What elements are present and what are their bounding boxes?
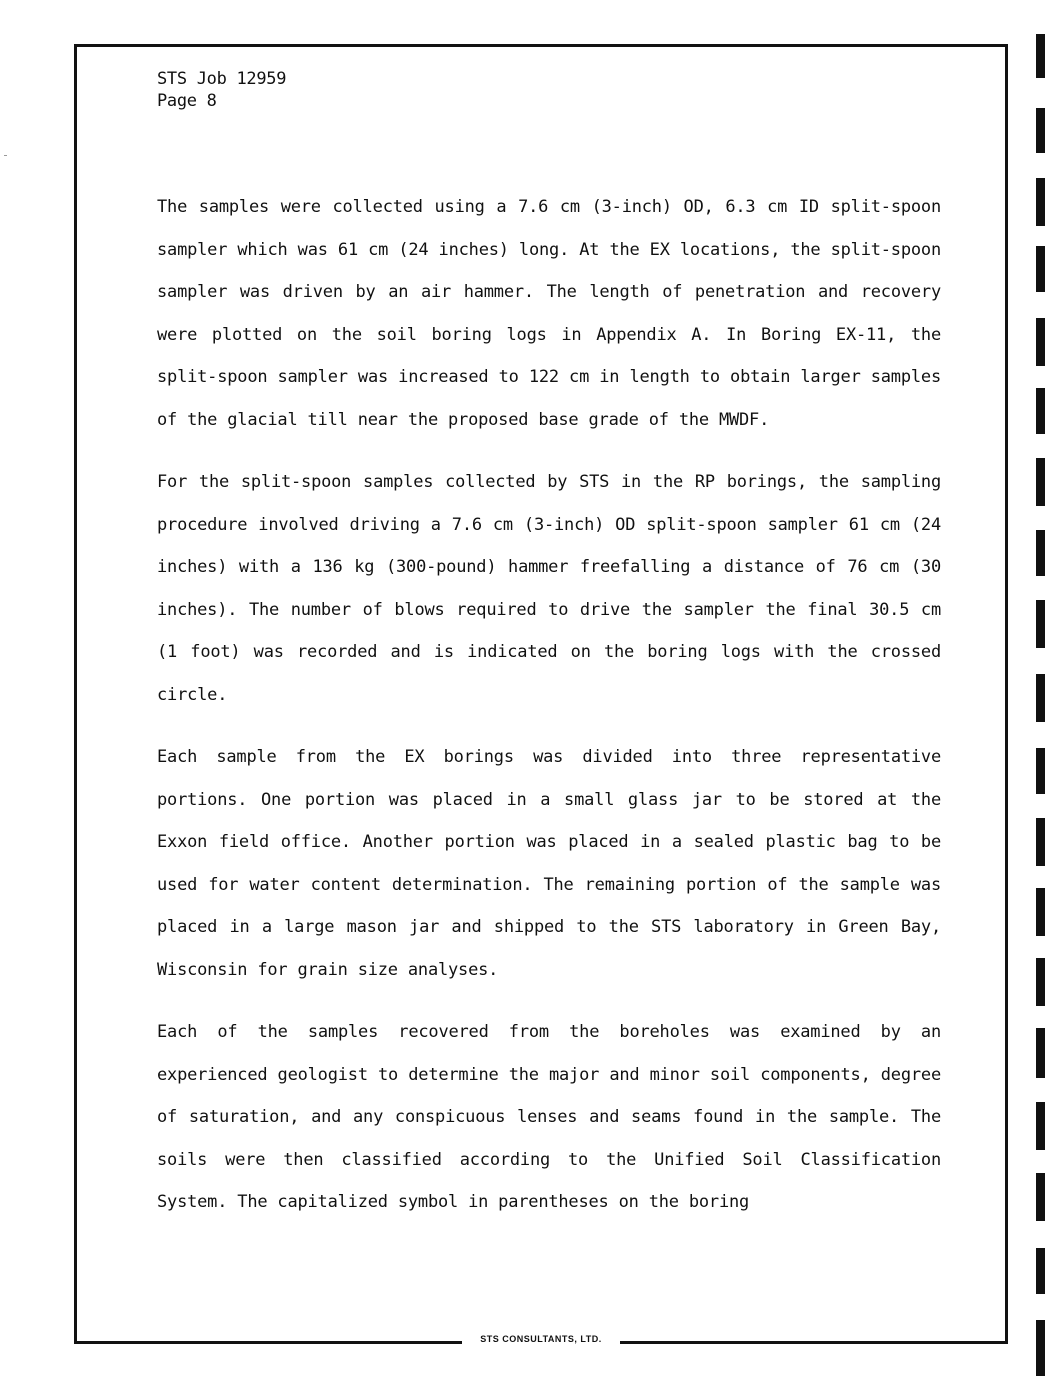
- binding-mark: [1036, 388, 1045, 434]
- paragraph-soil-classification: Each of the samples recovered from the boreholes was examined by an experienced geologist to determine the major and minor soil components, degree of saturation, and any conspicuous lenses and seams found in the sample. The soils were then classified according to the Unified Soil Classification System. The capitalized symbol in parentheses on the boring: [157, 1022, 941, 1212]
- binding-edge-marks: [1036, 28, 1048, 1380]
- binding-mark: [1036, 818, 1045, 866]
- binding-mark: [1036, 1248, 1045, 1294]
- binding-mark: [1036, 748, 1045, 794]
- job-number: STS Job 12959: [157, 69, 287, 89]
- footer-rule-right: [620, 1341, 1008, 1344]
- paragraph-sampling-method: The samples were collected using a 7.6 cm (3-inch) OD, 6.3 cm ID split-spoon sampler which was 61 cm (24 inches) long. At the EX locations, the split-spoon sampler was driven by an air hammer. The length of penetration and recovery were plotted on the soil boring logs in Appendix A. In Boring EX-11, the split-spoon sampler was increased to 122 cm in length to obtain larger samples of the glacial till near the proposed base grade of the MWDF.: [157, 197, 941, 430]
- binding-mark: [1036, 1028, 1045, 1078]
- paragraph-sample-division: Each sample from the EX borings was divided into three representative portions. One portion was placed in a small glass jar to be stored at the Exxon field office. Another portion was placed in a sealed plastic bag to be used for water content determination. The remaining portion of the sample was placed in a large mason jar and shipped to the STS laboratory in Green Bay, Wisconsin for grain size analyses.: [157, 747, 941, 980]
- binding-mark: [1036, 1320, 1045, 1376]
- binding-mark: [1036, 1102, 1045, 1150]
- page-header: [157, 68, 286, 112]
- footer-company: STS CONSULTANTS, LTD.: [480, 1334, 602, 1344]
- binding-mark: [1036, 530, 1045, 576]
- scan-mark: [4, 155, 7, 156]
- body-text: [157, 186, 941, 1244]
- footer-rule-left: [74, 1341, 462, 1344]
- binding-mark: [1036, 888, 1045, 936]
- binding-mark: [1036, 178, 1045, 226]
- binding-mark: [1036, 600, 1045, 648]
- binding-mark: [1036, 246, 1045, 292]
- binding-mark: [1036, 674, 1045, 722]
- binding-mark: [1036, 1173, 1045, 1221]
- binding-mark: [1036, 458, 1045, 506]
- page-number: Page 8: [157, 91, 217, 111]
- binding-mark: [1036, 108, 1045, 153]
- binding-mark: [1036, 318, 1045, 366]
- paragraph-sampling-procedure: For the split-spoon samples collected by STS in the RP borings, the sampling procedure involved driving a 7.6 cm (3-inch) OD split-spoon sampler 61 cm (24 inches) with a 136 kg (300-pound) hammer freefalling a distance of 76 cm (30 inches). The number of blows required to drive the sampler the final 30.5 cm (1 foot) was recorded and is indicated on the boring logs with the crossed circle.: [157, 472, 941, 705]
- binding-mark: [1036, 958, 1045, 1006]
- binding-mark: [1036, 34, 1045, 78]
